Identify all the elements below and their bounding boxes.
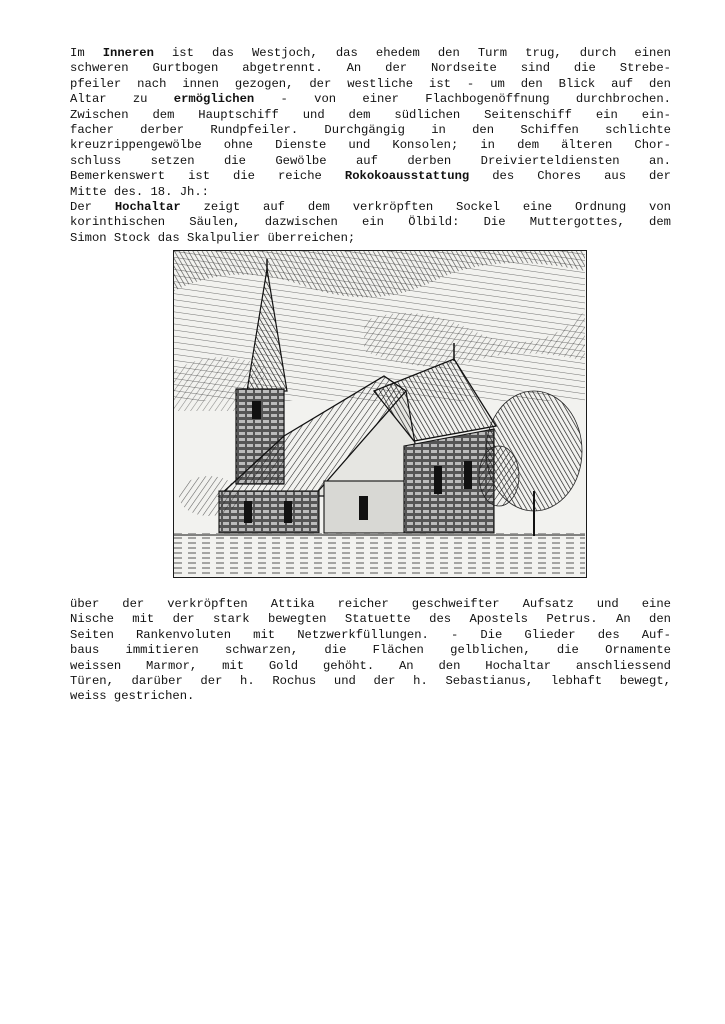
text-line — [70, 77, 671, 92]
text-line — [70, 154, 671, 169]
text-line — [70, 123, 671, 138]
text-run: Bemerkenswert ist die reiche — [70, 169, 345, 184]
highlighted-term: Hochaltar — [114, 199, 181, 214]
text-run: pfeiler nach innen gezogen, der westliche ist - um den Blick auf den — [70, 76, 671, 91]
paragraph-lower — [70, 597, 671, 705]
text-run: Simon Stock das Skalpulier überreichen; — [70, 230, 356, 245]
text-line — [70, 61, 671, 76]
text-run: über der verkröpften Attika reicher geschweifter Aufsatz und eine — [70, 597, 671, 611]
paragraph-upper — [70, 46, 671, 246]
text-line — [70, 185, 671, 200]
text-run: korinthischen Säulen, dazwischen ein Ölbild: Die Muttergottes, dem — [70, 215, 671, 230]
text-run: schluss setzen die Gewölbe auf derben Dreivierteldiensten an. — [70, 153, 671, 168]
text-run: baus immitieren schwarzen, die Flächen gelblichen, die Ornamente — [70, 643, 671, 658]
highlighted-term: Rokokoausstattung — [344, 169, 470, 184]
text-line — [70, 674, 671, 689]
text-line — [70, 689, 671, 704]
text-run: zeigt auf dem verkröpften Sockel eine Ordnung von — [180, 199, 671, 214]
text-run: kreuzrippengewölbe ohne Dienste und Konsolen; in dem älteren Chor- — [70, 138, 671, 153]
text-line — [70, 169, 671, 184]
text-line — [70, 643, 671, 658]
text-run: schweren Gurtbogen abgetrennt. An der Nordseite sind die Strebe- — [70, 61, 671, 76]
text-run: Im — [70, 46, 103, 60]
text-run: Türen, darüber der h. Rochus und der h. Sebastianus, lebhaft bewegt, — [70, 673, 671, 688]
text-line — [70, 215, 671, 230]
text-run: weiss gestrichen. — [70, 689, 195, 704]
text-run: - von einer Flachbogenöffnung durchbrochen. — [254, 92, 671, 107]
text-run: des Chores aus der — [469, 169, 671, 184]
text-line — [70, 612, 671, 627]
text-line — [70, 597, 671, 612]
text-run: Mitte des. 18. Jh.: — [70, 184, 209, 199]
text-line — [70, 231, 671, 246]
text-run: Altar zu — [70, 92, 174, 107]
text-run: Der — [70, 199, 115, 214]
text-line — [70, 46, 671, 61]
text-line — [70, 138, 671, 153]
text-run: Seiten Rankenvoluten mit Netzwerkfüllungen. - Die Glieder des Auf- — [70, 627, 671, 642]
text-line — [70, 200, 671, 215]
highlighted-term: ermöglichen — [173, 92, 255, 107]
text-line — [70, 628, 671, 643]
text-run: weissen Marmor, mit Gold gehöht. An den Hochaltar anschliessend — [70, 658, 671, 673]
church-drawing-icon — [174, 251, 585, 576]
text-line — [70, 659, 671, 674]
text-run: ist das Westjoch, das ehedem den Turm trug, durch einen — [153, 46, 671, 60]
highlighted-term: Inneren — [102, 46, 154, 60]
text-run: Zwischen dem Hauptschiff und dem südlichen Seitenschiff ein ein- — [70, 107, 671, 122]
text-run: Nische mit der stark bewegten Statuette des Apostels Petrus. An den — [70, 612, 671, 627]
text-line — [70, 108, 671, 123]
church-illustration — [173, 250, 587, 578]
text-run: facher derber Rundpfeiler. Durchgängig in den Schiffen schlichte — [70, 122, 671, 137]
text-line — [70, 92, 671, 107]
